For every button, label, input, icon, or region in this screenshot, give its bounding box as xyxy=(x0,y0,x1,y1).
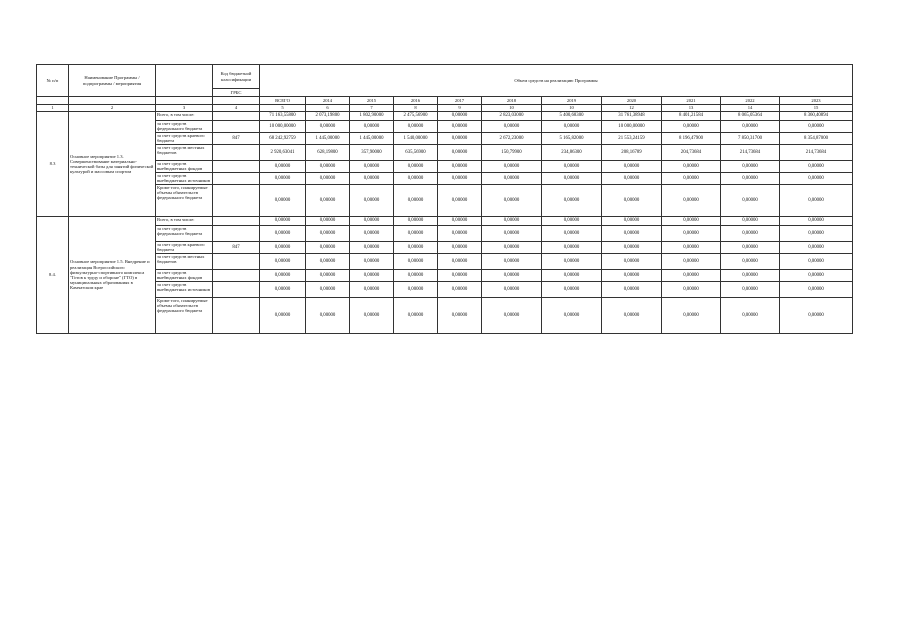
amount-cell: 0,00000 xyxy=(306,217,350,226)
table-body xyxy=(37,112,853,334)
amount-cell: 0,00000 xyxy=(542,254,602,270)
amount-cell: 0,00000 xyxy=(350,121,394,133)
header-column-numbers-row xyxy=(37,105,853,112)
amount-cell: 0,00000 xyxy=(394,217,438,226)
amount-cell: 0,00000 xyxy=(721,173,780,185)
amount-cell: 0,00000 xyxy=(780,161,853,173)
amount-cell: 0,00000 xyxy=(394,173,438,185)
amount-cell: 0,00000 xyxy=(438,226,482,242)
amount-cell: 0,00000 xyxy=(721,226,780,242)
amount-cell: 0,00000 xyxy=(662,217,721,226)
grbs-code xyxy=(213,298,260,334)
column-number: 10 xyxy=(542,105,602,112)
amount-cell: 214,73684 xyxy=(721,145,780,161)
amount-cell: 1 540,00000 xyxy=(394,133,438,145)
column-number: 14 xyxy=(721,105,780,112)
amount-cell: 0,00000 xyxy=(394,282,438,298)
amount-cell: 0,00000 xyxy=(306,254,350,270)
amount-cell: 2 475,56900 xyxy=(394,112,438,121)
column-number: 15 xyxy=(780,105,853,112)
header-empty xyxy=(156,65,213,97)
amount-cell: 2 823,03000 xyxy=(482,112,542,121)
amount-cell: 8 401,21584 xyxy=(662,112,721,121)
table-row xyxy=(37,242,853,254)
amount-cell: 0,00000 xyxy=(260,226,306,242)
grbs-code xyxy=(213,217,260,226)
amount-cell: 0,00000 xyxy=(482,161,542,173)
amount-cell: 0,00000 xyxy=(602,282,662,298)
amount-cell: 0,00000 xyxy=(542,217,602,226)
funding-source: за счет средств местных бюджетов xyxy=(156,145,213,161)
header-year: 2019 xyxy=(542,97,602,105)
amount-cell: 0,00000 xyxy=(394,270,438,282)
table-row xyxy=(37,226,853,242)
table-row xyxy=(37,270,853,282)
amount-cell: 204,73684 xyxy=(662,145,721,161)
header-budget-code: Код бюджетной классификации xyxy=(213,65,260,89)
header-year: 2018 xyxy=(482,97,542,105)
amount-cell: 0,00000 xyxy=(662,121,721,133)
amount-cell: 0,00000 xyxy=(721,161,780,173)
header-years-row xyxy=(37,97,853,105)
amount-cell: 0,00000 xyxy=(542,173,602,185)
amount-cell: 0,00000 xyxy=(482,270,542,282)
amount-cell: 150,79900 xyxy=(482,145,542,161)
amount-cell: 5 400,68300 xyxy=(542,112,602,121)
amount-cell: 8 360,40894 xyxy=(780,112,853,121)
section-number: 8.3 xyxy=(37,112,69,217)
amount-cell: 21 553,24159 xyxy=(602,133,662,145)
column-number: 1 xyxy=(37,105,69,112)
amount-cell: 0,00000 xyxy=(721,270,780,282)
amount-cell: 0,00000 xyxy=(662,161,721,173)
amount-cell: 0,00000 xyxy=(780,270,853,282)
amount-cell: 1 802,90000 xyxy=(350,112,394,121)
grbs-code xyxy=(213,185,260,217)
column-number: 6 xyxy=(306,105,350,112)
amount-cell: 0,00000 xyxy=(306,242,350,254)
grbs-code xyxy=(213,282,260,298)
amount-cell: 0,00000 xyxy=(438,161,482,173)
column-number: 13 xyxy=(662,105,721,112)
section-number: 8.4. xyxy=(37,217,69,334)
table-row xyxy=(37,173,853,185)
header-grbs: ГРБС xyxy=(213,89,260,97)
grbs-code xyxy=(213,173,260,185)
header-year: 2020 xyxy=(602,97,662,105)
header-total: ВСЕГО xyxy=(260,97,306,105)
table-header xyxy=(37,65,853,112)
funding-source: Кроме того, планируемые объемы обязательств федерального бюджета xyxy=(156,298,213,334)
amount-cell: 0,00000 xyxy=(780,173,853,185)
header-year: 2022 xyxy=(721,97,780,105)
amount-cell: 0,00000 xyxy=(482,254,542,270)
amount-cell: 0,00000 xyxy=(260,282,306,298)
column-number: 8 xyxy=(394,105,438,112)
amount-cell: 0,00000 xyxy=(438,270,482,282)
column-number: 7 xyxy=(350,105,394,112)
grbs-code: 847 xyxy=(213,242,260,254)
amount-cell: 0,00000 xyxy=(602,242,662,254)
amount-cell: 5 165,82000 xyxy=(542,133,602,145)
amount-cell: 0,00000 xyxy=(542,121,602,133)
amount-cell: 0,00000 xyxy=(306,161,350,173)
amount-cell: 0,00000 xyxy=(780,185,853,217)
amount-cell: 0,00000 xyxy=(350,173,394,185)
section-name: Основное мероприятие 1.5. Внедрение и реализация Всероссийского физкультурно-спортивного комплекса "Готов к труду и обороне" (ГТО) в муниципальных образованиях в Камчатском крае xyxy=(69,217,156,334)
amount-cell: 0,00000 xyxy=(780,242,853,254)
amount-cell: 0,00000 xyxy=(260,242,306,254)
table-row xyxy=(37,121,853,133)
funding-source: за счет средств федерального бюджета xyxy=(156,121,213,133)
table-row xyxy=(37,133,853,145)
amount-cell: 0,00000 xyxy=(350,217,394,226)
table-row xyxy=(37,161,853,173)
amount-cell: 0,00000 xyxy=(438,185,482,217)
amount-cell: 0,00000 xyxy=(260,298,306,334)
header-year: 2017 xyxy=(438,97,482,105)
amount-cell: 0,00000 xyxy=(482,226,542,242)
column-number: 5 xyxy=(260,105,306,112)
amount-cell: 10 000,00000 xyxy=(602,121,662,133)
amount-cell: 0,00000 xyxy=(662,254,721,270)
program-funding-table xyxy=(36,64,853,334)
amount-cell: 0,00000 xyxy=(350,226,394,242)
amount-cell: 0,00000 xyxy=(394,226,438,242)
amount-cell: 0,00000 xyxy=(482,298,542,334)
header-year: 2021 xyxy=(662,97,721,105)
amount-cell: 8 065,05364 xyxy=(721,112,780,121)
header-funding: Объем средств на реализацию Программы xyxy=(260,65,853,97)
amount-cell: 0,00000 xyxy=(260,217,306,226)
amount-cell: 0,00000 xyxy=(542,298,602,334)
amount-cell: 2 073,19800 xyxy=(306,112,350,121)
header-year: 2016 xyxy=(394,97,438,105)
grbs-code xyxy=(213,121,260,133)
amount-cell: 0,00000 xyxy=(438,242,482,254)
grbs-code xyxy=(213,112,260,121)
amount-cell: 0,00000 xyxy=(721,217,780,226)
header-years-spacer xyxy=(156,97,213,105)
table-row xyxy=(37,185,853,217)
amount-cell: 0,00000 xyxy=(350,254,394,270)
amount-cell: 0,00000 xyxy=(394,161,438,173)
amount-cell: 0,00000 xyxy=(542,185,602,217)
header-name: Наименование Программы / подпрограммы / мероприятия xyxy=(69,65,156,97)
amount-cell: 0,00000 xyxy=(542,226,602,242)
amount-cell: 0,00000 xyxy=(438,112,482,121)
grbs-code: 847 xyxy=(213,133,260,145)
amount-cell: 0,00000 xyxy=(542,161,602,173)
amount-cell: 0,00000 xyxy=(542,242,602,254)
amount-cell: 0,00000 xyxy=(721,282,780,298)
amount-cell: 0,00000 xyxy=(721,185,780,217)
amount-cell: 0,00000 xyxy=(482,282,542,298)
amount-cell: 8 196,47900 xyxy=(662,133,721,145)
funding-source: за счет средств внебюджетных источников xyxy=(156,173,213,185)
header-num: № п/п xyxy=(37,65,69,97)
amount-cell: 0,00000 xyxy=(662,226,721,242)
amount-cell: 0,00000 xyxy=(482,185,542,217)
amount-cell: 0,00000 xyxy=(306,226,350,242)
funding-source: за счет средств местных бюджетов xyxy=(156,254,213,270)
header-year: 2014 xyxy=(306,97,350,105)
amount-cell: 0,00000 xyxy=(350,270,394,282)
amount-cell: 71 163,55800 xyxy=(260,112,306,121)
amount-cell: 2 672,23000 xyxy=(482,133,542,145)
table-row xyxy=(37,282,853,298)
amount-cell: 0,00000 xyxy=(662,282,721,298)
funding-source: за счет средств федерального бюджета xyxy=(156,226,213,242)
funding-source: за счет средств внебюджетных источников xyxy=(156,282,213,298)
table-row xyxy=(37,298,853,334)
amount-cell: 0,00000 xyxy=(542,270,602,282)
amount-cell: 0,00000 xyxy=(306,270,350,282)
header-years-spacer xyxy=(213,97,260,105)
amount-cell: 0,00000 xyxy=(721,298,780,334)
amount-cell: 0,00000 xyxy=(438,282,482,298)
amount-cell: 0,00000 xyxy=(662,173,721,185)
grbs-code xyxy=(213,254,260,270)
amount-cell: 1 445,00000 xyxy=(306,133,350,145)
amount-cell: 208,16789 xyxy=(602,145,662,161)
table-row xyxy=(37,112,853,121)
funding-source: Всего, в том числе: xyxy=(156,217,213,226)
amount-cell: 0,00000 xyxy=(482,217,542,226)
amount-cell: 0,00000 xyxy=(602,270,662,282)
amount-cell: 0,00000 xyxy=(482,121,542,133)
funding-source: за счет средств внебюджетных фондов xyxy=(156,270,213,282)
amount-cell: 0,00000 xyxy=(438,298,482,334)
amount-cell: 0,00000 xyxy=(721,242,780,254)
amount-cell: 0,00000 xyxy=(350,282,394,298)
grbs-code xyxy=(213,145,260,161)
amount-cell: 0,00000 xyxy=(394,298,438,334)
funding-source: Кроме того, планируемые объемы обязательств федерального бюджета xyxy=(156,185,213,217)
amount-cell: 0,00000 xyxy=(394,254,438,270)
amount-cell: 68 242,92759 xyxy=(260,133,306,145)
amount-cell: 234,86300 xyxy=(542,145,602,161)
amount-cell: 0,00000 xyxy=(542,282,602,298)
amount-cell: 0,00000 xyxy=(260,270,306,282)
funding-source: за счет средств краевого бюджета xyxy=(156,242,213,254)
column-number: 4 xyxy=(213,105,260,112)
amount-cell: 0,00000 xyxy=(662,298,721,334)
amount-cell: 635,56900 xyxy=(394,145,438,161)
amount-cell: 0,00000 xyxy=(780,226,853,242)
amount-cell: 0,00000 xyxy=(306,185,350,217)
grbs-code xyxy=(213,270,260,282)
amount-cell: 0,00000 xyxy=(438,121,482,133)
column-number: 10 xyxy=(482,105,542,112)
amount-cell: 0,00000 xyxy=(306,173,350,185)
amount-cell: 0,00000 xyxy=(780,254,853,270)
amount-cell: 0,00000 xyxy=(350,161,394,173)
column-number: 12 xyxy=(602,105,662,112)
amount-cell: 7 850,31700 xyxy=(721,133,780,145)
amount-cell: 628,19800 xyxy=(306,145,350,161)
amount-cell: 0,00000 xyxy=(350,185,394,217)
amount-cell: 8 354,87000 xyxy=(780,133,853,145)
amount-cell: 0,00000 xyxy=(602,173,662,185)
amount-cell: 0,00000 xyxy=(662,185,721,217)
amount-cell: 0,00000 xyxy=(260,173,306,185)
amount-cell: 0,00000 xyxy=(260,161,306,173)
amount-cell: 0,00000 xyxy=(662,270,721,282)
amount-cell: 0,00000 xyxy=(482,242,542,254)
column-number: 9 xyxy=(438,105,482,112)
amount-cell: 0,00000 xyxy=(780,121,853,133)
amount-cell: 0,00000 xyxy=(350,298,394,334)
amount-cell: 0,00000 xyxy=(602,185,662,217)
amount-cell: 0,00000 xyxy=(721,121,780,133)
funding-source: за счет средств внебюджетных фондов xyxy=(156,161,213,173)
header-years-spacer xyxy=(37,97,69,105)
amount-cell: 0,00000 xyxy=(394,242,438,254)
section-name: Основное мероприятие 1.3. Совершенствование материально-технической базы для занятий физической культурой и массовым спортом xyxy=(69,112,156,217)
amount-cell: 0,00000 xyxy=(780,298,853,334)
amount-cell: 0,00000 xyxy=(306,121,350,133)
column-number: 3 xyxy=(156,105,213,112)
amount-cell: 0,00000 xyxy=(602,217,662,226)
amount-cell: 0,00000 xyxy=(662,242,721,254)
amount-cell: 0,00000 xyxy=(780,217,853,226)
amount-cell: 0,00000 xyxy=(602,254,662,270)
column-number: 2 xyxy=(69,105,156,112)
grbs-code xyxy=(213,161,260,173)
header-year: 2023 xyxy=(780,97,853,105)
amount-cell: 0,00000 xyxy=(306,298,350,334)
amount-cell: 0,00000 xyxy=(602,226,662,242)
amount-cell: 0,00000 xyxy=(438,173,482,185)
funding-source: Всего, в том числе: xyxy=(156,112,213,121)
amount-cell: 0,00000 xyxy=(260,185,306,217)
amount-cell: 0,00000 xyxy=(602,161,662,173)
grbs-code xyxy=(213,226,260,242)
funding-source: за счет средств краевого бюджета xyxy=(156,133,213,145)
table-row xyxy=(37,217,853,226)
table-row xyxy=(37,145,853,161)
amount-cell: 0,00000 xyxy=(602,298,662,334)
amount-cell: 0,00000 xyxy=(394,185,438,217)
amount-cell: 0,00000 xyxy=(350,242,394,254)
amount-cell: 10 000,00000 xyxy=(260,121,306,133)
amount-cell: 0,00000 xyxy=(306,282,350,298)
amount-cell: 0,00000 xyxy=(780,282,853,298)
amount-cell: 31 761,38948 xyxy=(602,112,662,121)
amount-cell: 0,00000 xyxy=(438,254,482,270)
amount-cell: 214,73684 xyxy=(780,145,853,161)
amount-cell: 0,00000 xyxy=(394,121,438,133)
amount-cell: 0,00000 xyxy=(438,217,482,226)
amount-cell: 357,90000 xyxy=(350,145,394,161)
header-years-spacer xyxy=(69,97,156,105)
amount-cell: 2 920,63041 xyxy=(260,145,306,161)
amount-cell: 0,00000 xyxy=(721,254,780,270)
header-year: 2015 xyxy=(350,97,394,105)
amount-cell: 0,00000 xyxy=(438,145,482,161)
amount-cell: 0,00000 xyxy=(482,173,542,185)
amount-cell: 1 445,00000 xyxy=(350,133,394,145)
amount-cell: 0,00000 xyxy=(438,133,482,145)
table-row xyxy=(37,254,853,270)
amount-cell: 0,00000 xyxy=(260,254,306,270)
